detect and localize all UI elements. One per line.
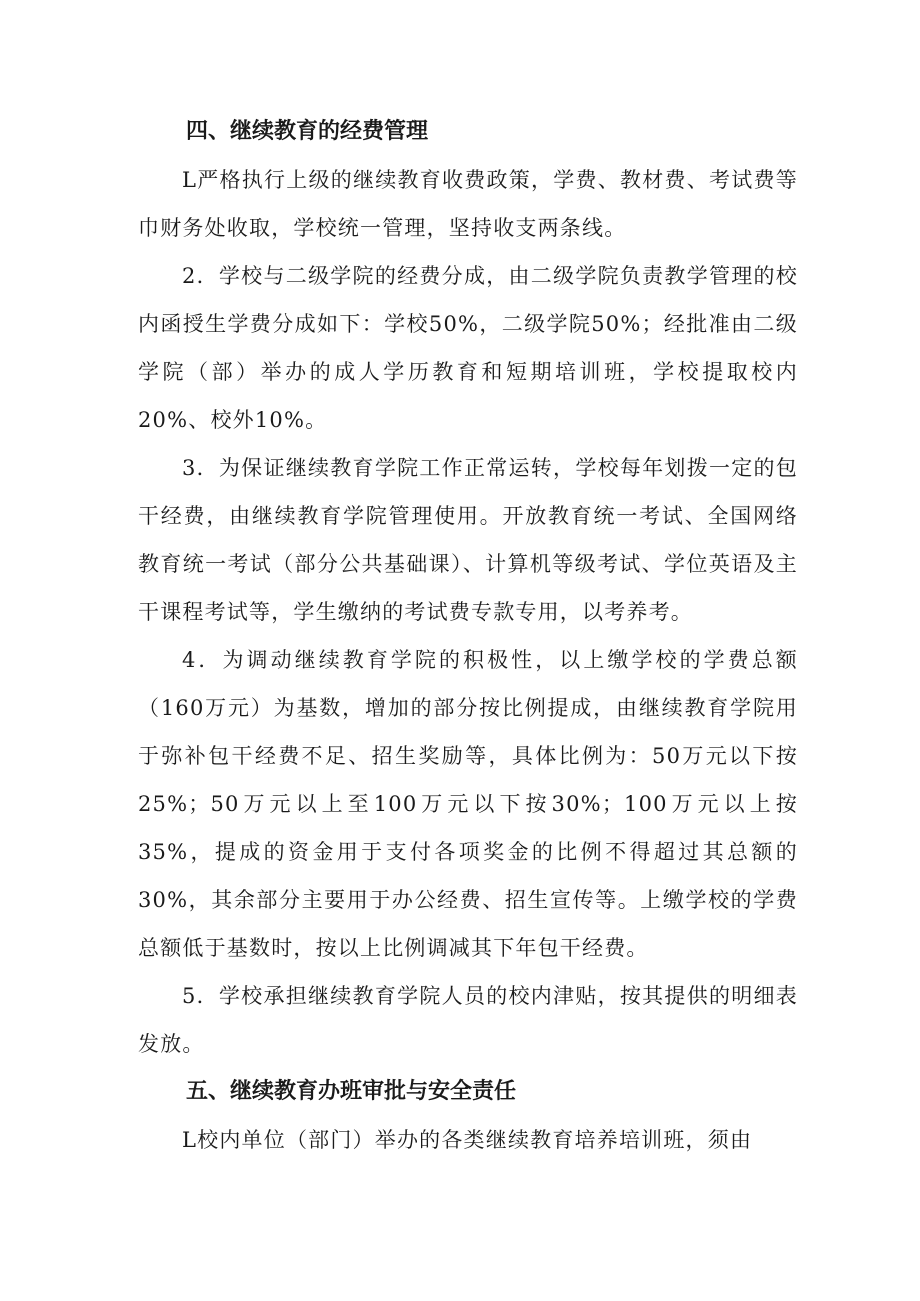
section-4-paragraph-2: 2．学校与二级学院的经费分成，由二级学院负责教学管理的校内函授生学费分成如下：学校50%，二级学院50%；经批准由二级学院（部）举办的成人学历教育和短期培训班，学校提取校内20%、校外10%。	[138, 264, 798, 432]
section-4-paragraph-1: L严格执行上级的继续教育收费政策，学费、教材费、考试费等巾财务处收取，学校统一管理，坚持收支两条线。	[138, 168, 798, 240]
section-4-paragraph-4: 4．为调动继续教育学院的积极性，以上缴学校的学费总额（160万元）为基数，增加的部分按比例提成，由继续教育学院用于弥补包干经费不足、招生奖励等，具体比例为：50万元以下按25%；50万元以上至100万元以下按30%；100万元以上按35%，提成的资金用于支付各项奖金的比例不得超过其总额的30%，其余部分主要用于办公经费、招生宣传等。上缴学校的学费总额低于基数时，按以上比例调减其下年包干经费。	[138, 648, 798, 960]
section-5-heading: 五、继续教育办班审批与安全责任	[186, 1079, 517, 1104]
document-body	[138, 108, 798, 1164]
section-5-paragraph-1: L校内单位（部门）举办的各类继续教育培养培训班，须由	[182, 1128, 753, 1152]
section-4-paragraph-5: 5．学校承担继续教育学院人员的校内津贴，按其提供的明细表发放。	[138, 984, 798, 1056]
section-4-heading: 四、继续教育的经费管理	[186, 119, 429, 144]
section-4-paragraph-3: 3．为保证继续教育学院工作正常运转，学校每年划拨一定的包干经费，由继续教育学院管理使用。开放教育统一考试、全国网络教育统一考试（部分公共基础课）、计算机等级考试、学位英语及主干课程考试等，学生缴纳的考试费专款专用，以考养考。	[138, 456, 798, 624]
